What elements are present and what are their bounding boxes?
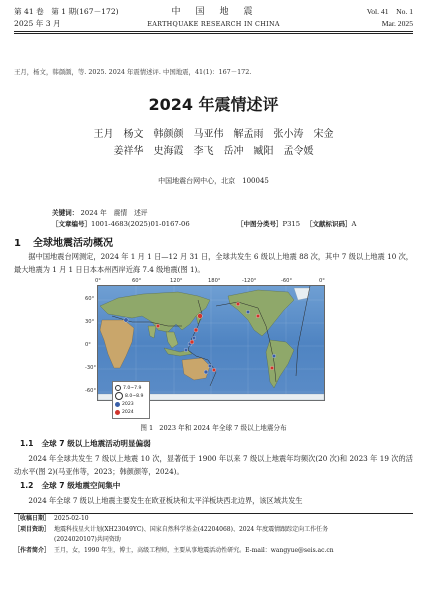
article-number bbox=[52, 219, 190, 228]
journal-name-cn: 中 国 地 震 bbox=[171, 7, 256, 17]
footnote-label: ［作者简介］ bbox=[14, 546, 51, 554]
eq-marker-2024 bbox=[194, 328, 198, 332]
eq-marker-2023 bbox=[192, 336, 196, 340]
map-legend bbox=[112, 381, 150, 419]
legend-label: 8.0~8.9 bbox=[125, 393, 144, 399]
lon-label: -120° bbox=[242, 278, 257, 284]
legend-circle-large-icon bbox=[115, 392, 123, 400]
landmass-australia bbox=[182, 358, 210, 380]
lat-label: 30° bbox=[85, 319, 95, 325]
footnote-value: 地震科技星火计划(XH23049YC)、国家自然科学基金(42204068)、2024 年度震情跟踪定向工作任务 bbox=[54, 525, 329, 533]
issue-date-cn: 2025 年 3 月 bbox=[14, 19, 61, 28]
volume-info-en bbox=[367, 6, 413, 30]
eq-marker-2023 bbox=[208, 364, 212, 368]
lat-label: -60° bbox=[85, 388, 97, 394]
affiliation: 中国地震台网中心，北京 100045 bbox=[158, 177, 269, 185]
landmass-africa bbox=[100, 320, 134, 368]
footnote-received bbox=[14, 514, 413, 525]
eq-marker-2024 bbox=[198, 314, 203, 319]
lat-label: 0° bbox=[85, 342, 91, 348]
legend-label: 7.0~7.9 bbox=[123, 385, 142, 391]
article-number-label: ［文章编号］ bbox=[52, 220, 91, 228]
legend-label: 2023 bbox=[122, 401, 134, 407]
doc-code bbox=[306, 219, 356, 228]
lon-label: 120° bbox=[170, 278, 183, 284]
journal-name-en: EARTHQUAKE RESEARCH IN CHINA bbox=[147, 20, 280, 28]
lon-label: 0° bbox=[95, 278, 101, 284]
journal-name bbox=[14, 6, 413, 30]
clc-value: P315 bbox=[282, 220, 301, 228]
clc-label: ［中图分类号］ bbox=[237, 220, 283, 228]
legend-item bbox=[115, 384, 147, 392]
legend-item bbox=[115, 400, 147, 408]
section-number: 1 bbox=[14, 238, 21, 249]
footnote-project bbox=[14, 525, 413, 536]
legend-circle-small-icon bbox=[115, 385, 121, 391]
eq-marker-2023 bbox=[124, 318, 128, 322]
authors-line-2: 姜祥华 史海霞 李飞 岳冲 臧阳 孟令媛 bbox=[113, 146, 314, 157]
lon-label: 60° bbox=[132, 278, 142, 284]
landmass-north-america bbox=[228, 290, 294, 336]
landmass-south-america bbox=[266, 340, 294, 388]
article-title: 2024 年震情述评 bbox=[148, 95, 279, 114]
subsection-heading bbox=[20, 480, 120, 491]
volume-issue-en: Vol. 41 No. 1 bbox=[366, 7, 413, 16]
lat-label: -30° bbox=[85, 365, 97, 371]
header-rule-thin bbox=[14, 33, 413, 34]
eq-marker-2023 bbox=[204, 370, 208, 374]
legend-2024-icon bbox=[115, 410, 120, 415]
journal-header bbox=[14, 6, 413, 40]
eq-marker-2023 bbox=[272, 354, 276, 358]
footnote-label: ［收稿日期］ bbox=[14, 515, 51, 522]
paragraph: 据中国地震台网测定，2024 年 1 月 1 日—12 月 31 日，全球共发生 6 级以上地震 88 次，其中 7 级以上地震 10 次，最大地震为 1 月 1 日日本本州西岸近海 7.4 级地震(图 1)。 bbox=[14, 252, 413, 274]
header-rule bbox=[14, 31, 413, 32]
legend-item bbox=[115, 408, 147, 416]
legend-2023-icon bbox=[115, 402, 120, 407]
eq-marker-2024 bbox=[156, 324, 160, 328]
footnote-label: ［项目资助］ bbox=[14, 525, 51, 533]
eq-marker-2024 bbox=[212, 368, 216, 372]
issue-date-en: Mar. 2025 bbox=[381, 19, 413, 28]
subsection-title: 全球 7 级以上地震活动明显偏弱 bbox=[41, 439, 151, 448]
footnotes bbox=[14, 513, 413, 556]
legend-item bbox=[115, 392, 147, 400]
paragraph: 2024 年全球共发生 7 级以上地震 10 次，显著低于 1900 年以来 7 级以上地震年均频次(20 次)和 2023 年 19 次的活动水平(图 2)(马亚伟等，2023；韩颜颜等，2024)。 bbox=[14, 454, 413, 476]
subsection-number: 1.1 bbox=[20, 439, 34, 448]
doc-code-value: A bbox=[351, 220, 357, 228]
lon-label: 180° bbox=[208, 278, 221, 284]
lon-label: -60° bbox=[281, 278, 293, 284]
clc-number bbox=[237, 219, 300, 228]
subsection-heading bbox=[20, 438, 151, 449]
eq-marker-2023 bbox=[184, 348, 188, 352]
subsection-title: 全球 7 级地震空间集中 bbox=[41, 481, 121, 490]
figure-caption-text: 2023 年和 2024 年全球 7 级以上地震分布 bbox=[159, 424, 287, 432]
eq-marker-2024 bbox=[190, 340, 194, 344]
author-list bbox=[30, 126, 397, 160]
landmass-indonesia bbox=[164, 348, 192, 356]
paragraph: 2024 年全球 7 级以上地震主要发生在欧亚板块和太平洋板块西北边界，该区域共发生 bbox=[28, 496, 303, 505]
eq-marker-2024 bbox=[256, 314, 260, 318]
figure-caption bbox=[0, 422, 427, 432]
volume-issue: 第 41 卷 第 1 期(167－172) bbox=[14, 7, 119, 16]
keywords-label: 关键词： bbox=[52, 209, 79, 217]
map-frame bbox=[97, 285, 325, 415]
legend-label: 2024 bbox=[122, 409, 134, 415]
world-earthquake-map bbox=[85, 278, 329, 415]
keywords-items: 2024 年 震情 述评 bbox=[80, 209, 148, 217]
doc-code-label: ［文献标识码］ bbox=[306, 220, 352, 228]
article-number-value: 1001-4683(2025)01-0167-06 bbox=[91, 220, 190, 228]
footnote-value: 2025-02-10 bbox=[54, 515, 89, 522]
footnote-value-continued: (2024020107)共同资助 bbox=[54, 536, 121, 543]
subsection-number: 1.2 bbox=[20, 481, 34, 490]
lon-label: 0° bbox=[319, 278, 325, 284]
footnote-author bbox=[14, 546, 413, 557]
section-heading bbox=[14, 234, 113, 249]
footnote-value: 王月，女，1990 年生，博士，高级工程师，主要从事地震活动性研究。E-mail：wangyue@seis.ac.cn bbox=[54, 546, 334, 554]
section-title: 全球地震活动概况 bbox=[32, 238, 113, 249]
figure-number: 图 1 bbox=[140, 424, 154, 432]
lat-label: 60° bbox=[85, 296, 95, 302]
eq-marker-2023 bbox=[246, 310, 250, 314]
eq-marker-2024 bbox=[236, 302, 240, 306]
keywords bbox=[52, 207, 413, 217]
authors-line-1: 王月 杨文 韩颜颜 马亚伟 解孟雨 张小涛 宋金 bbox=[93, 129, 334, 140]
citation: 王月，杨文，韩颜颜，等. 2025. 2024 年震情述评. 中国地震，41(1)：167－172. bbox=[14, 68, 252, 76]
eq-marker-2024 bbox=[270, 366, 274, 370]
